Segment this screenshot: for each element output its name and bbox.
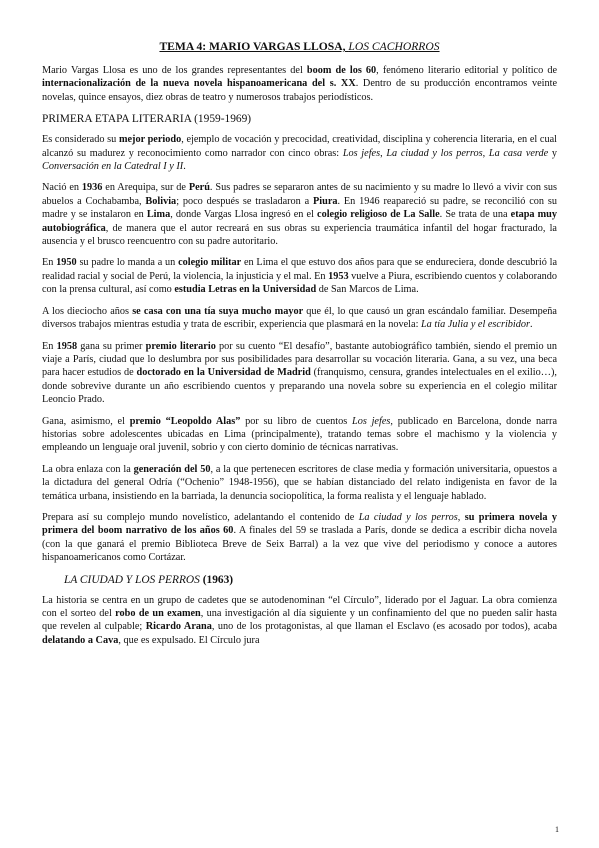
text-run: y — [548, 147, 558, 159]
text-run: . Se trata de una — [439, 209, 511, 221]
italic-run: Conversación en la Catedral I y II — [42, 161, 184, 173]
text-run: Gana, asimismo, el — [42, 415, 130, 427]
text-run: , — [482, 147, 489, 159]
text-run: . Sus padres se separaron antes de su nacimiento y su madre lo llevó a vivir con sus abuelos a Cochabamba, — [42, 182, 557, 207]
text-run: ; poco después se trasladaron a — [176, 195, 314, 207]
paragraph-4 — [42, 305, 557, 332]
italic-run: La ciudad y los perros — [386, 147, 483, 159]
text-run: . A finales del 59 se traslada a París, donde se dedica a escribir dicha novela (con la que ganará el premio Biblioteca Breve de Seix Barral) a la vez que vive del periodismo y conoce a autores hispanoamericanos como Cortázar. — [42, 525, 557, 564]
bold-run: mejor periodo — [118, 134, 182, 146]
section-year: (1963) — [199, 573, 234, 586]
text-run: , de manera que el autor recreará en sus obras su experiencia traumática infantil del hogar fracturado, la ausencia y el brusco reencuentro con su padre autoritario. — [42, 222, 557, 248]
text-run: que él, lo que causó un gran escándalo familiar. Desempeña diversos trabajos mientras estudia y trata de escribir, experiencia que plasmará en la novela: — [42, 305, 557, 331]
section-work-title: LA CIUDAD Y LOS PERROS — [64, 573, 200, 586]
intro-paragraph — [42, 64, 557, 104]
bold-run: Perú — [188, 182, 210, 194]
paragraph-5 — [42, 340, 557, 407]
text-run: La obra enlaza con la — [42, 463, 134, 475]
section-heading-primera-etapa: PRIMERA ETAPA LITERARIA (1959-1969) — [42, 113, 252, 126]
bold-run: generación del 50 — [133, 463, 211, 475]
text-run: en Arequipa, sur de — [102, 182, 189, 194]
text-run: . — [530, 319, 533, 331]
text-run: Mario Vargas Llosa es uno de los grandes representantes del — [42, 65, 307, 76]
bold-run: 1950 — [56, 257, 77, 269]
bold-run: colegio religioso de La Salle — [317, 209, 440, 221]
text-run: , donde Vargas Llosa ingresó en el — [170, 209, 318, 221]
bold-run: doctorado en la Universidad de Madrid — [136, 367, 311, 379]
text-run: Es considerado su — [42, 134, 119, 146]
text-run: (franquismo, censura, grandes intelectuales en el exilio…), donde sobrevive durante un año escribiendo cuentos y preparando una novela sobre su experiencia en el colegio militar Leoncio Prado. — [42, 367, 557, 406]
paragraph-7 — [42, 463, 557, 503]
bold-run: Ricardo Arana — [145, 621, 212, 633]
bold-run: Lima — [146, 209, 171, 221]
text-run: su padre lo manda a un — [76, 257, 179, 269]
bold-run: premio literario — [145, 340, 216, 352]
page-number: 1 — [555, 825, 559, 834]
paragraph-3 — [42, 256, 557, 296]
italic-run: La casa verde — [488, 147, 549, 159]
text-run: . En 1946 reapareció su padre, se reconcilió con su madre y se instalaron en — [42, 195, 557, 221]
text-run: . — [183, 161, 186, 173]
text-run: , a la que pertenecen escritores de clase media y formación universitaria, opuestos a la dictadura del general Odría (“Ochenio” 1948-1956), que se habían distanciado del relato indigenista en favor de la temática urbana, insistiendo en la barriada, la denuncia sociopolítica, la forma realista y el lenguaje hablado. — [42, 463, 558, 502]
text-run: Prepara así su complejo mundo novelístico, adelantando el contenido de — [42, 511, 359, 523]
italic-run: La ciudad y los perros — [358, 511, 458, 523]
text-run: vuelve a Piura, escribiendo cuentos y colaborando con la prensa cultural, así como — [42, 270, 557, 296]
text-run: A los dieciocho años — [42, 305, 133, 317]
bold-run: boom de los 60 — [306, 65, 377, 76]
paragraph-8 — [42, 511, 557, 565]
bold-run: delatando a Cava — [42, 634, 119, 646]
text-run: de San Marcos de Lima. — [316, 284, 419, 296]
italic-run: Los jefes — [352, 415, 391, 427]
text-run: , — [457, 511, 465, 523]
text-run: . Dentro de su producción encontramos veinte novelas, quince ensayos, diez obras de teatro y numerosos trabajos periodísticos. — [42, 78, 557, 103]
title-work: LOS CACHORROS — [348, 40, 440, 53]
title-main: TEMA 4: MARIO VARGAS LLOSA, — [159, 40, 349, 53]
text-run: , uno de los protagonistas, al que llaman el Esclavo (es acosado por todos), acaba — [211, 621, 557, 633]
text-run: , publicado en Barcelona, donde narra historias sobre adolescentes ubicadas en Lima (principalmente), tratando temas sobre el machismo y la violencia y empleando un lenguaje oral juvenil, sobrio y con cierto dominio de técnicas narrativas. — [42, 415, 557, 454]
text-run: , una investigación al día siguiente y un confinamiento del que no pueden salir hasta que revelen al culpable; — [42, 608, 557, 633]
text-run: , fenómeno literario editorial y político de — [376, 65, 558, 76]
italic-run: La tía Julia y el escribidor — [420, 319, 531, 331]
text-run: En — [42, 257, 57, 269]
bold-run: robo de un examen — [115, 608, 201, 619]
bold-run: etapa muy autobiográfica — [42, 209, 558, 234]
paragraph-6 — [42, 415, 557, 455]
italic-run: Los jefes — [342, 147, 381, 159]
bold-run: colegio militar — [178, 257, 242, 269]
text-run: , ejemplo de vocación y precocidad, creatividad, disciplina y coherencia literaria, en el cual alcanzó su madurez y reconocimiento como narrador con cinco obras: — [42, 134, 557, 159]
paragraph-9 — [42, 594, 557, 648]
bold-run: Bolivia — [145, 195, 177, 207]
text-run: en Lima el que estuvo dos años para que se endureciera, donde descubrió la realidad racial y social de Perú, la violencia, la injusticia y el mal. En — [42, 257, 557, 282]
bold-run: internacionalización de la nueva novela hispanoamericana del s. XX — [42, 78, 356, 90]
paragraph-1 — [42, 133, 557, 173]
bold-run: su primera novela y primera del boom narrativo de los años 60 — [42, 511, 557, 537]
text-run: Nació en — [42, 182, 82, 194]
text-run: , — [380, 147, 387, 159]
section-heading-la-ciudad — [64, 573, 557, 587]
bold-run: premio “Leopoldo Alas” — [129, 415, 241, 427]
page-title — [42, 40, 557, 54]
bold-run: 1958 — [56, 340, 78, 352]
bold-run: estudia Letras en la Universidad — [174, 284, 317, 296]
bold-run: 1936 — [81, 182, 103, 194]
bold-run: se casa con una tía suya mucho mayor — [132, 305, 304, 317]
text-run: por su libro de cuentos — [240, 415, 353, 427]
text-run: En — [42, 340, 57, 352]
paragraph-2 — [42, 181, 557, 248]
bold-run: 1953 — [328, 270, 349, 282]
text-run: La historia se centra en un grupo de cadetes que se autodenominan “el Círculo”, liderado por el Jaguar. La obra comienza con el sorteo del — [42, 594, 557, 619]
text-run: gana su primer — [77, 340, 146, 352]
text-run: por su cuento “El desafío”, bastante autobiográfico también, siendo el premio un viaje a París, ciudad que lo deslumbra por sus posibilidades para desarrollar su vocación literaria. Gana, a su vez, una beca para hacer estudios de — [42, 340, 558, 379]
text-run: , que es expulsado. El Círculo jura — [118, 634, 260, 646]
bold-run: Piura — [313, 195, 338, 207]
